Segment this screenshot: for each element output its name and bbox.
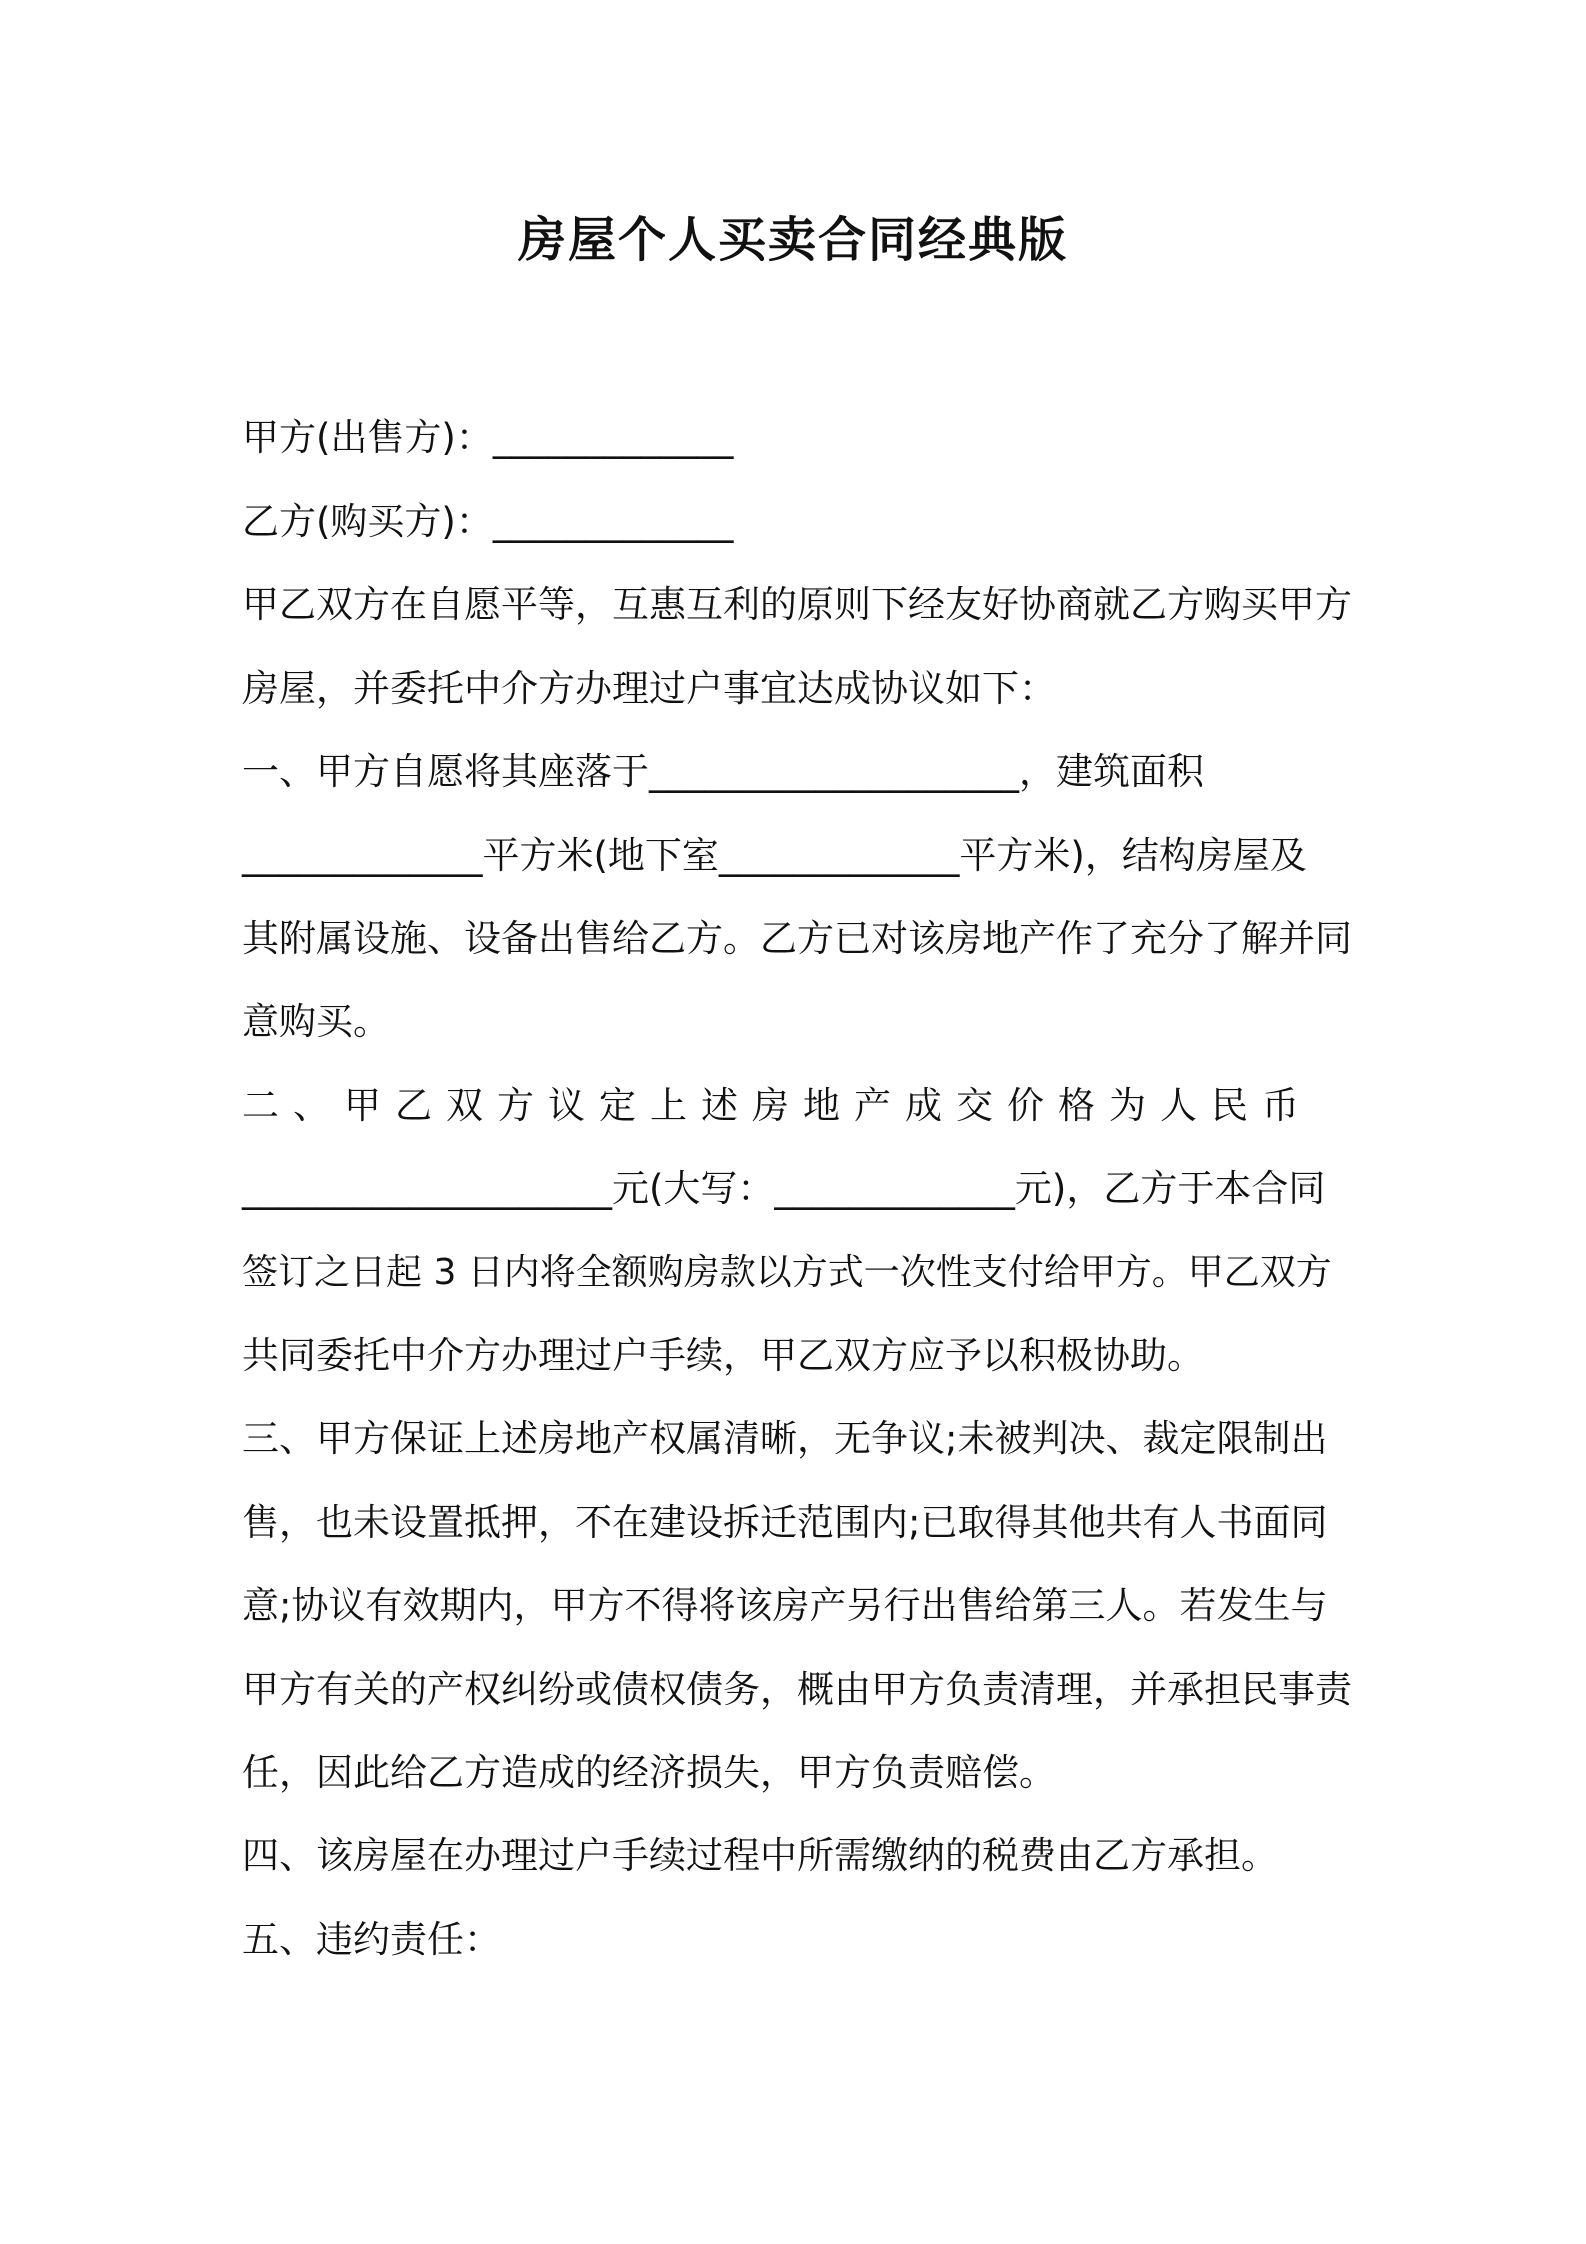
- clause-4-line: 四、该房屋在办理过户手续过程中所需缴纳的税费由乙方承担。: [242, 1834, 1278, 1877]
- clause-1-line: 其附属设施、设备出售给乙方。乙方已对该房地产作了充分了解并同: [242, 917, 1352, 960]
- clause-2-line: 签订之日起 3 日内将全额购房款以方式一次性支付给甲方。甲乙双方: [242, 1252, 1332, 1293]
- clause-5-line: 五、违约责任：: [242, 1918, 501, 1961]
- clause-3-line: 甲方有关的产权纠纷或债权债务，概由甲方负责清理，并承担民事责: [242, 1668, 1352, 1711]
- clause-3-line: 三、甲方保证上述房地产权属清晰，无争议;未被判决、裁定限制出: [242, 1417, 1328, 1460]
- clause-3-line: 意;协议有效期内，甲方不得将该房产另行出售给第三人。若发生与: [242, 1584, 1328, 1627]
- clause-2-line: ____________________元(大写：_____________元)，乙方于本合同: [242, 1167, 1326, 1210]
- intro-line: 甲乙双方在自愿平等，互惠互利的原则下经友好协商就乙方购买甲方: [242, 583, 1352, 626]
- clause-2-line: 共同委托中介方办理过户手续，甲乙双方应予以积极协助。: [242, 1334, 1204, 1377]
- party-b-line: 乙方(购买方)：_____________: [242, 500, 734, 543]
- clause-3-line: 任，因此给乙方造成的经济损失，甲方负责赔偿。: [242, 1751, 1056, 1794]
- clause-2-line: [242, 1081, 1352, 1131]
- clause-2-text: 二、甲乙双方议定上述房地产成交价格为人民币: [242, 1084, 1313, 1127]
- party-a-line: 甲方(出售方)：_____________: [242, 416, 734, 459]
- intro-line: 房屋，并委托中介方办理过户事宜达成协议如下：: [242, 667, 1056, 710]
- clause-1-line: _____________平方米(地下室_____________平方米)，结构房屋及: [242, 834, 1307, 877]
- clause-1-line: 一、甲方自愿将其座落于____________________，建筑面积: [242, 750, 1204, 793]
- clause-1-line: 意购买。: [242, 1000, 390, 1043]
- clause-3-line: 售，也未设置抵押，不在建设拆迁范围内;已取得其他共有人书面同: [242, 1501, 1328, 1544]
- document-title: 房屋个人买卖合同经典版: [517, 212, 1068, 268]
